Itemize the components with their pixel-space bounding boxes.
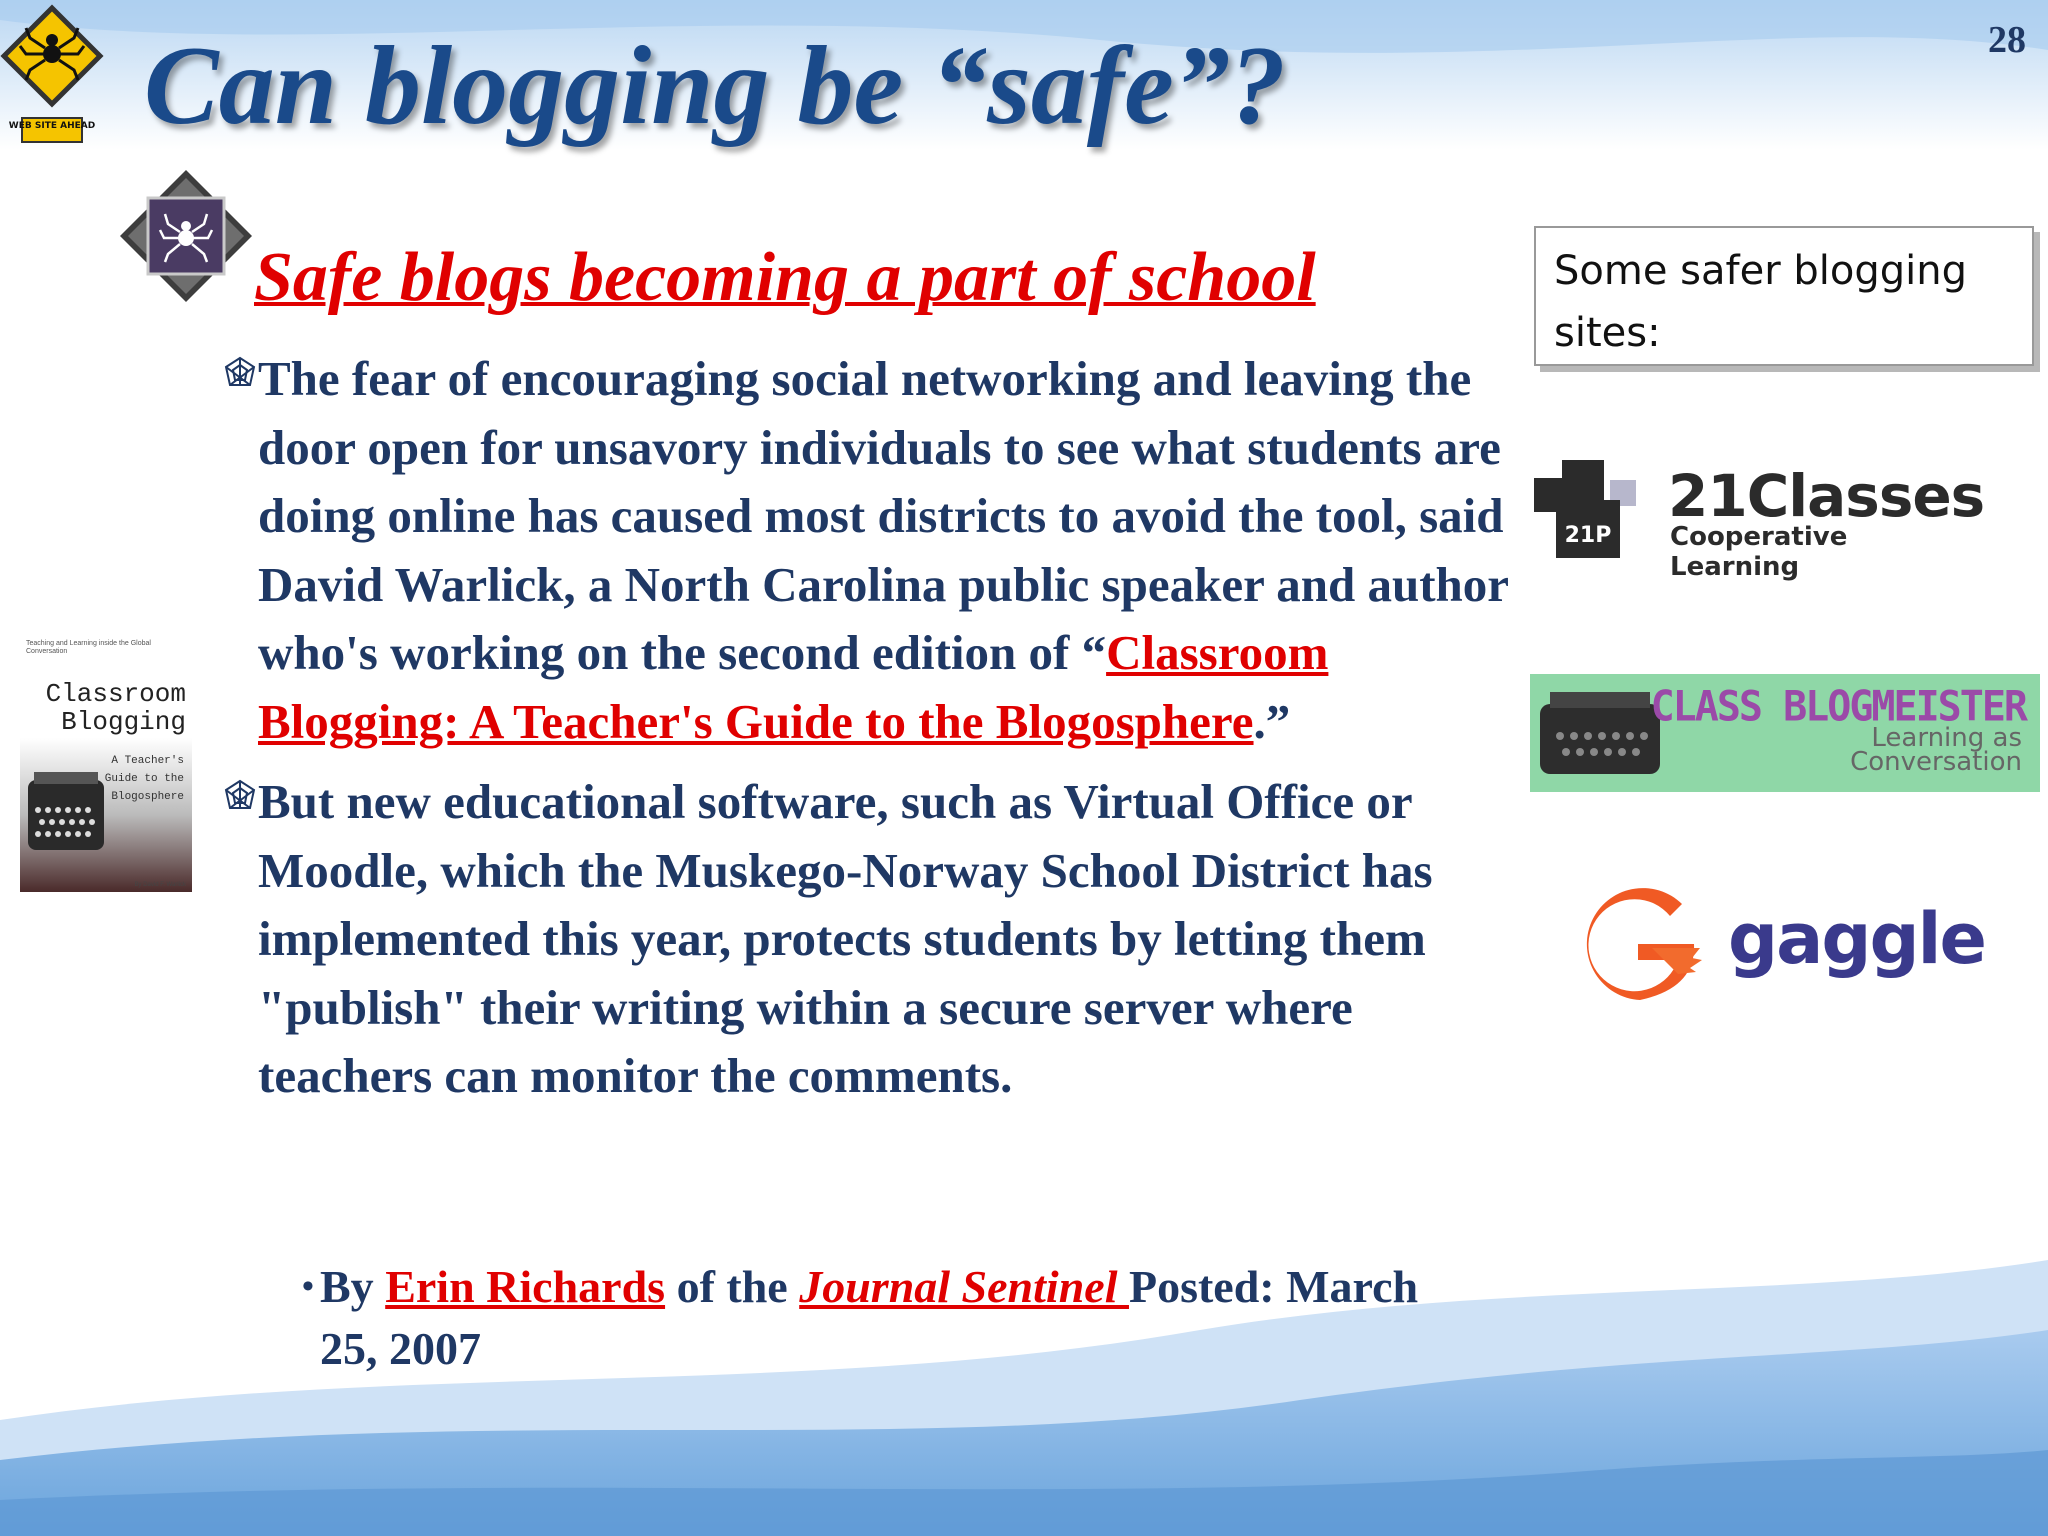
gaggle-name: gaggle <box>1728 898 1986 980</box>
author-link[interactable]: Erin Richards <box>385 1261 666 1312</box>
classroom-blogging-link[interactable]: Classroom Blogging: A Teacher's Guide to the Blogosphere <box>258 625 1329 749</box>
book-author: By David F. Warlick <box>134 882 186 888</box>
paragraph-software <box>222 768 1512 1111</box>
21classes-squares-icon <box>1534 456 1654 560</box>
book-title: Classroom Blogging <box>45 679 186 737</box>
safer-sites-callout: Some safer blogging sites: <box>1534 226 2034 366</box>
byline-by: By <box>320 1261 386 1312</box>
21classes-tagline: Cooperative Learning <box>1670 522 1848 582</box>
subheading-link[interactable]: Safe blogs becoming a part of school <box>254 239 1316 316</box>
book-cover-image <box>20 636 192 892</box>
gaggle-g-icon <box>1574 888 1704 1008</box>
spiderweb-bullet-icon <box>222 355 258 391</box>
slide-number: 28 <box>1988 19 2026 61</box>
21classes-name: 21Classes <box>1668 462 1985 530</box>
slide-title: Can blogging be “safe”? <box>144 24 1286 148</box>
journal-sentinel-link[interactable]: Journal Sentinel <box>799 1261 1129 1312</box>
logo-21classes[interactable] <box>1534 456 1985 582</box>
bullet-dot-icon: • <box>302 1268 314 1305</box>
paragraph-fear-end: .” <box>1253 693 1291 749</box>
spider-warning-sign-icon <box>0 4 104 144</box>
logo-class-blogmeister[interactable] <box>1530 674 2040 792</box>
byline <box>302 1256 1420 1380</box>
book-top-text: Teaching and Learning inside the Global Conversation <box>26 640 151 655</box>
paragraph-fear-text: The fear of encouraging social networking and leaving the door open for unsavory individuals to see what students are doing online has caused most districts to avoid the tool, said David Warlick, a North Carolina public speaker and author who's working on the second edition of “ <box>258 351 1509 680</box>
logo-gaggle[interactable] <box>1574 884 1986 1014</box>
paragraph-software-text: But new educational software, such as Virtual Office or Moodle, which the Muskego-Norway School District has implemented this year, protects students by letting them "publish" their writing within a secure server where teachers can monitor the comments. <box>258 774 1433 1103</box>
warning-sign-text: WEB SITE AHEAD <box>8 121 96 131</box>
byline-posted: Posted: March 25, 2007 <box>320 1261 1419 1374</box>
spider-diamond-icon <box>118 168 254 304</box>
21classes-badge-text: 21P <box>1564 523 1612 548</box>
blogmeister-title: CLASS BLOGMEISTER <box>1650 682 2026 732</box>
spiderweb-bullet-icon <box>222 778 258 814</box>
paragraph-fear <box>222 345 1512 756</box>
blogmeister-tagline: Learning as Conversation <box>1850 723 2022 777</box>
byline-of-the: of the <box>665 1261 800 1312</box>
body-text <box>222 345 1512 1111</box>
book-subtitle: A Teacher's Guide to the Blogosphere <box>104 755 184 803</box>
